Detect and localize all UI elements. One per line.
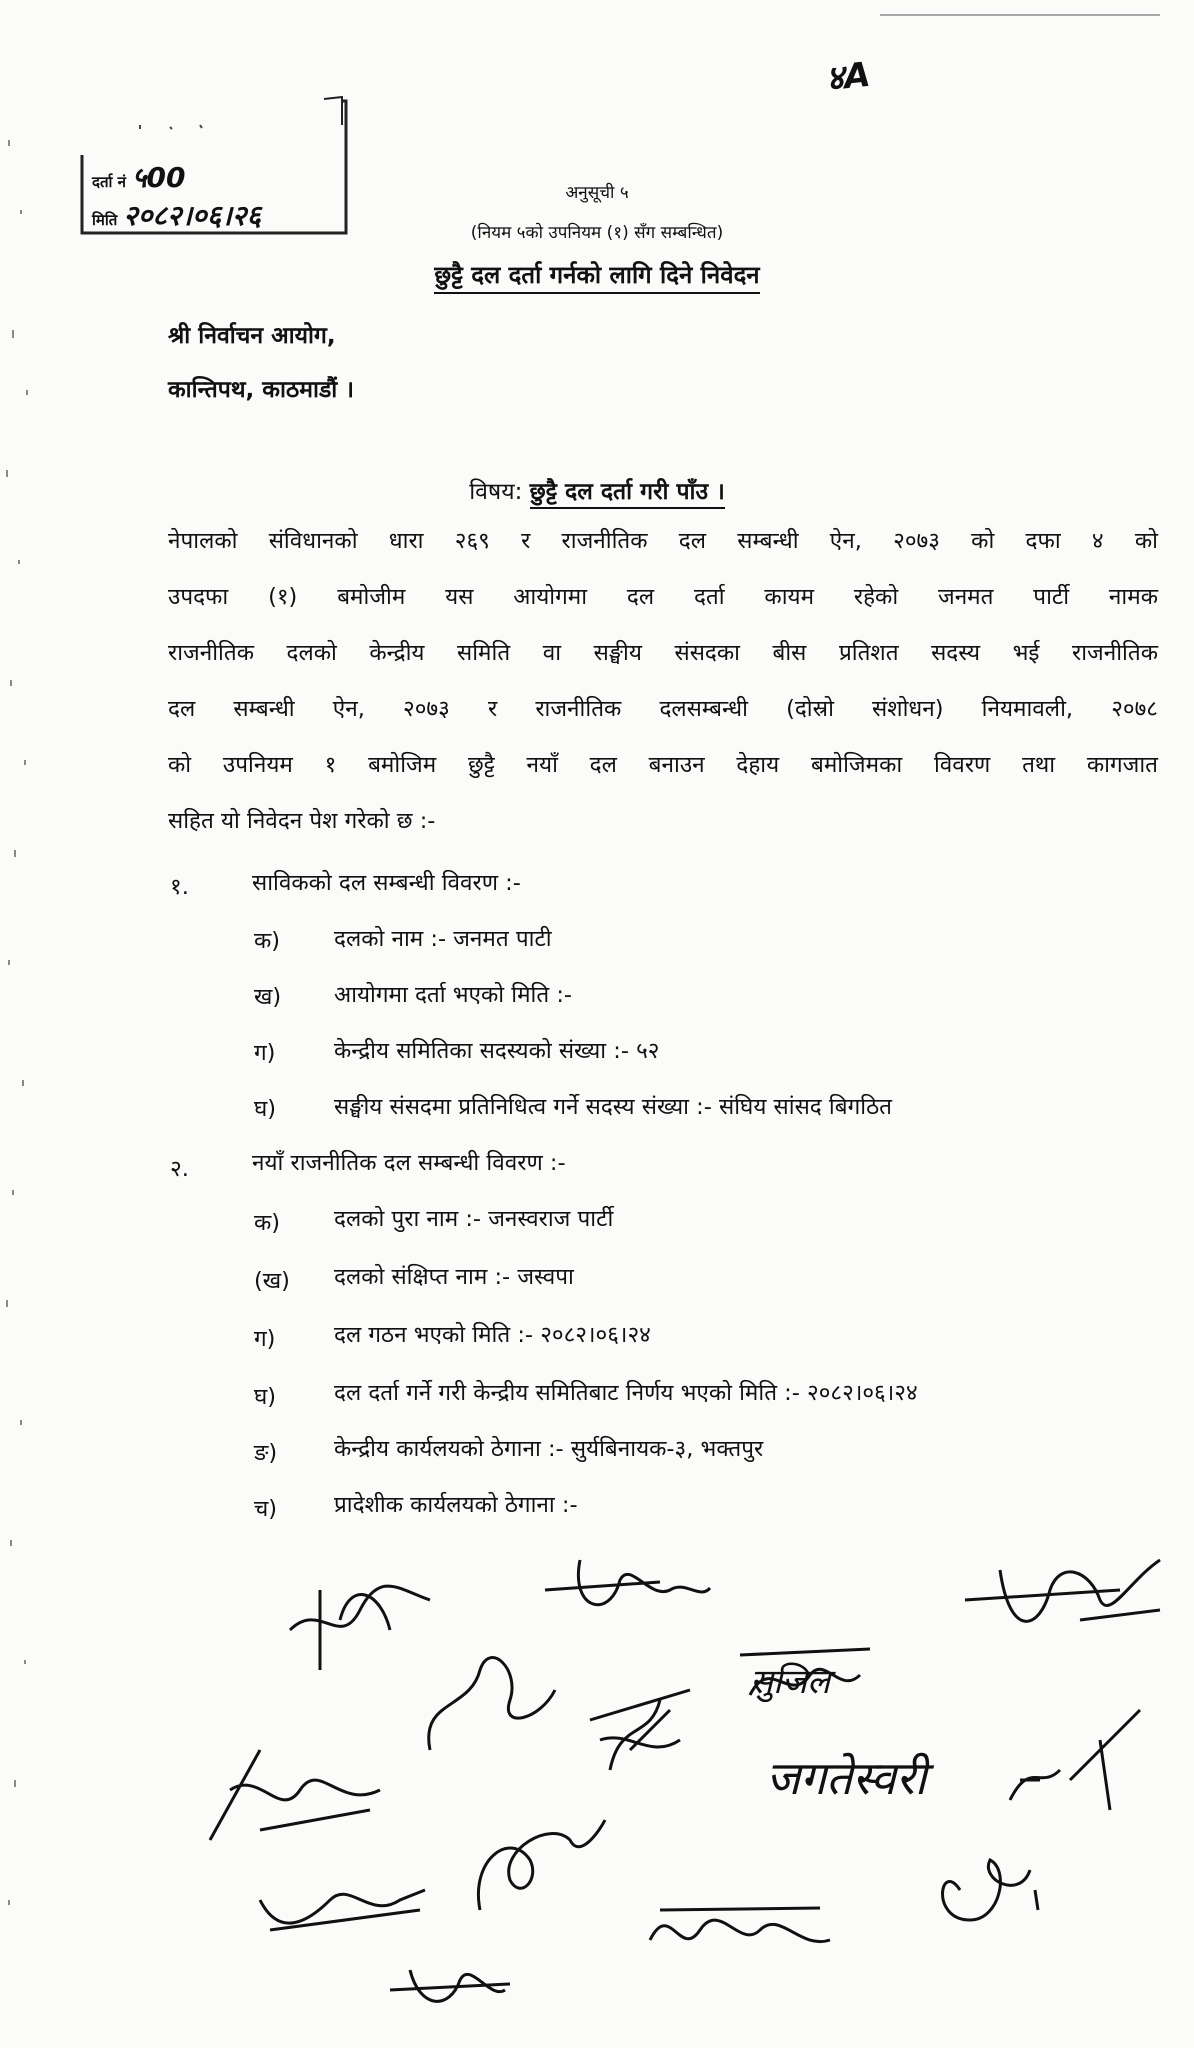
signature-12 — [640, 1880, 840, 1980]
signature-10 — [460, 1800, 610, 1930]
signature-word-2: जगतेस्वरी — [766, 1751, 927, 1805]
section-2-item-text: दल गठन भएको मिति :- २०८२।०६।२४ — [334, 1322, 651, 1348]
section-2-item-text: दलको पुरा नाम :- जनस्वराज पार्टी — [334, 1206, 614, 1232]
section-2-item-label: ङ) — [254, 1440, 278, 1466]
section-2-item-label: घ) — [254, 1384, 277, 1410]
section-1-item-text: सङ्घीय संसदमा प्रतिनिधित्व गर्ने सदस्य संख्या :- संघिय सांसद बिगठित — [334, 1094, 892, 1120]
address-line-2: कान्तिपथ, काठमाडौं । — [168, 377, 354, 403]
document-title-text: छुट्टै दल दर्ता गर्नको लागि दिने निवेदन — [434, 261, 759, 294]
document-title — [0, 258, 1194, 291]
signature-13 — [920, 1840, 1050, 1940]
section-1-item-text: आयोगमा दर्ता भएको मिति :- — [334, 982, 573, 1008]
section-1-item-label: ख) — [254, 984, 282, 1010]
stamp-date-label: मिति — [92, 211, 118, 229]
scan-top-line — [880, 14, 1160, 16]
signature-2 — [540, 1540, 720, 1630]
section-2-item-label: ग) — [254, 1326, 276, 1352]
signature-14 — [380, 1950, 520, 2030]
section-2-item-label: (ख) — [254, 1268, 290, 1294]
section-1-heading: साविकको दल सम्बन्धी विवरण :- — [252, 870, 521, 896]
signature-9 — [1000, 1700, 1150, 1820]
section-2-item-text: केन्द्रीय कार्यलयको ठेगाना :- सुर्यबिनायक-३, भक्तपुर — [334, 1436, 764, 1462]
section-1-item-label: ग) — [254, 1040, 276, 1066]
signature-4 — [410, 1630, 560, 1770]
section-1-item-text: केन्द्रीय समितिका सदस्यको संख्या :- ५२ — [334, 1038, 660, 1064]
section-2-number: २. — [170, 1156, 189, 1182]
section-2-item-text: दल दर्ता गर्ने गरी केन्द्रीय समितिबाट निर्णय भएको मिति :- २०८२।०६।२४ — [334, 1380, 918, 1406]
section-2-item-label: च) — [254, 1496, 278, 1522]
signature-11 — [250, 1860, 430, 1950]
subject-label: विषय: — [469, 479, 523, 505]
subject-line — [0, 474, 1194, 506]
stamp-date: २०८२।०६।२६ — [123, 199, 262, 232]
section-1-item-label: क) — [254, 928, 281, 954]
address-line-1: श्री निर्वाचन आयोग, — [168, 323, 336, 349]
stamp-number-label: दर्ता नं — [92, 173, 126, 191]
body-line-2: उपदफा (१) बमोजीम यस आयोगमा दल दर्ता कायम रहेको जनमत पार्टी नामक — [168, 584, 1158, 610]
scan-edge-specks — [0, 0, 60, 2048]
signature-7 — [200, 1730, 390, 1860]
subject-text: छुट्टै दल दर्ता गरी पाँउ । — [530, 479, 725, 509]
stamp-number: ५00 — [131, 161, 186, 194]
section-2-item-text: दलको संक्षिप्त नाम :- जस्वपा — [334, 1264, 574, 1290]
body-line-5: को उपनियम १ बमोजिम छुट्टै नयाँ दल बनाउन देहाय बमोजिमका विवरण तथा कागजात — [168, 752, 1158, 778]
section-2-item-text: प्रादेशीक कार्यलयको ठेगाना :- — [334, 1492, 578, 1518]
body-line-4: दल सम्बन्धी ऐन, २०७३ र राजनीतिक दलसम्बन्धी (दोस्रो संशोधन) नियमावली, २०७८ — [168, 696, 1158, 722]
body-line-1: नेपालको संविधानको धारा २६९ र राजनीतिक दल सम्बन्धी ऐन, २०७३ को दफा ४ को — [168, 528, 1158, 554]
section-1-item-label: घ) — [254, 1096, 277, 1122]
signature-8 — [760, 1730, 990, 1820]
section-1-item-text: दलको नाम :- जनमत पाटी — [334, 926, 552, 952]
signature-6 — [730, 1635, 880, 1715]
rule-reference: (नियम ५को उपनियम (१) सँग सम्बन्धित) — [470, 223, 724, 243]
section-2-item-label: क) — [254, 1210, 281, 1236]
section-2-heading: नयाँ राजनीतिक दल सम्बन्धी विवरण :- — [252, 1150, 566, 1176]
signature-word-1: सुजिल — [750, 1662, 831, 1702]
body-line-6: सहित यो निवेदन पेश गरेको छ :- — [168, 808, 436, 834]
page-number: ४A — [824, 54, 873, 100]
signature-5 — [580, 1660, 700, 1780]
section-1-number: १. — [170, 874, 189, 900]
body-line-3: राजनीतिक दलको केन्द्रीय समिति वा सङ्घीय संसदका बीस प्रतिशत सदस्य भई राजनीतिक — [168, 640, 1158, 666]
annex-label: अनुसूची ५ — [565, 183, 629, 203]
signature-3 — [960, 1540, 1170, 1650]
